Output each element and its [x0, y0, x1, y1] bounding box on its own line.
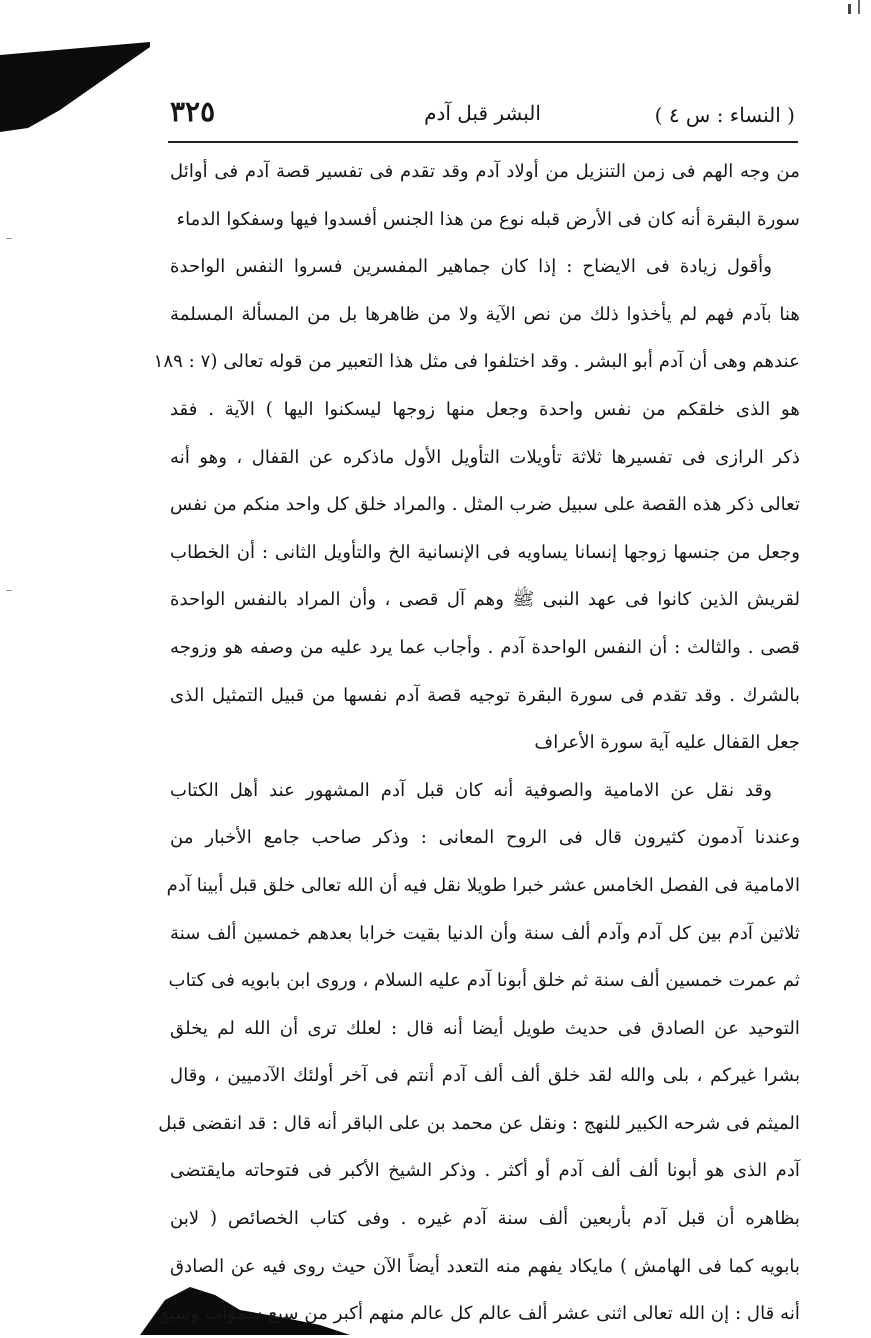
text-line: عندهم وهى أن آدم أبو البشر . وقد اختلفوا فى مثل هذا التعبير من قوله تعالى (٧ : ١٨٩	[153, 351, 800, 373]
text-line: سورة البقرة أنه كان فى الأرض قبله نوع من هذا الجنس أفسدوا فيها وسفكوا الدماء	[176, 208, 800, 230]
text-line: بابويه كما فى الهامش ) مايكاد يفهم منه التعدد أيضاً الآن حيث روى فيه عن الصادق	[170, 1255, 800, 1277]
text-line: لقريش الذين كانوا فى عهد النبى ﷺ وهم آل قصى ، وأن المراد بالنفس الواحدة	[170, 589, 800, 611]
page-header	[170, 97, 795, 141]
text-line: الميثم فى شرحه الكبير للنهج : ونقل عن محمد بن على الباقر أنه قال : قد انقضى قبل	[158, 1112, 800, 1134]
text-line: وأقول زيادة فى الايضاح : إذا كان جماهير المفسرين فسروا النفس الواحدة	[170, 256, 772, 278]
text-line: التوحيد عن الصادق فى حديث طويل أيضا أنه قال : لعلك ترى أن الله لم يخلق	[170, 1017, 800, 1039]
text-line: ثم عمرت خمسين ألف سنة ثم خلق أبونا آدم عليه السلام ، وروى ابن بابويه فى كتاب	[168, 970, 800, 992]
text-line: هنا بآدم فهم لم يأخذوا ذلك من نص الآية ولا من ظاهرها بل من المسألة المسلمة	[170, 303, 800, 325]
body-text	[153, 148, 800, 1338]
surah-reference: ( النساء : س ٤ )	[654, 103, 795, 127]
text-line: وجعل من جنسها زوجها إنسانا يساويه فى الإنسانية الخ والتأويل الثانى : أن الخطاب	[170, 541, 800, 563]
scan-mark	[6, 238, 12, 239]
scan-mark	[848, 4, 851, 14]
text-line: بظاهره أن قبل آدم بأربعين ألف سنة آدم غيره . وفى كتاب الخصائص ( لابن	[170, 1208, 800, 1230]
text-line: هو الذى خلقكم من نفس واحدة وجعل منها زوجها ليسكنوا اليها ) الآية . فقد	[170, 398, 800, 420]
running-title: البشر قبل آدم	[424, 101, 541, 125]
text-line: ثلاثين آدم بين كل آدم وآدم ألف سنة وأن الدنيا بقيت خرابا بعدهم خمسين ألف سنة	[170, 922, 800, 944]
text-line: الامامية فى الفصل الخامس عشر خبرا طويلا نقل فيه أن الله تعالى خلق قبل أبينا آدم	[166, 874, 800, 896]
text-line: جعل القفال عليه آية سورة الأعراف	[534, 732, 800, 754]
text-line: آدم الذى هو أبونا ألف ألف آدم أو أكثر . وذكر الشيخ الأكبر فى فتوحاته مايقتضى	[170, 1160, 800, 1182]
scan-mark	[858, 0, 860, 14]
scan-shadow-top-left	[0, 0, 160, 140]
text-line: من وجه الهم فى زمن التنزيل من أولاد آدم وقد تقدم فى تفسير قصة آدم فى أوائل	[170, 161, 800, 182]
text-line: أنه قال : إن الله تعالى اثنى عشر ألف عالم كل عالم منهم أكبر من سبع سموات وسبع	[160, 1303, 800, 1325]
scan-mark	[6, 590, 12, 591]
text-line: وعندنا آدمون كثيرون قال فى الروح المعانى : وذكر صاحب جامع الأخبار من	[170, 827, 800, 849]
text-line: ذكر الرازى فى تفسيرها ثلاثة تأويلات التأويل الأول ماذكره عن القفال ، وهو أنه	[170, 446, 800, 468]
text-line: قصى . والثالث : أن النفس الواحدة آدم . وأجاب عما يرد عليه من وصفه هو وزوجه	[170, 636, 800, 658]
page-number: ٣٢٥	[170, 95, 216, 128]
text-line: بالشرك . وقد تقدم فى سورة البقرة توجيه قصة آدم نفسها من قبيل التمثيل الذى	[170, 684, 800, 706]
text-line: وقد نقل عن الامامية والصوفية أنه كان قبل آدم المشهور عند أهل الكتاب	[170, 779, 772, 801]
text-line: تعالى ذكر هذه القصة على سبيل ضرب المثل . والمراد خلق كل واحد منكم من نفس	[170, 494, 800, 516]
text-line: بشرا غيركم ، بلى والله لقد خلق ألف ألف آدم أنتم فى آخر أولئك الآدميين ، وقال	[170, 1065, 800, 1087]
header-divider	[168, 141, 798, 143]
